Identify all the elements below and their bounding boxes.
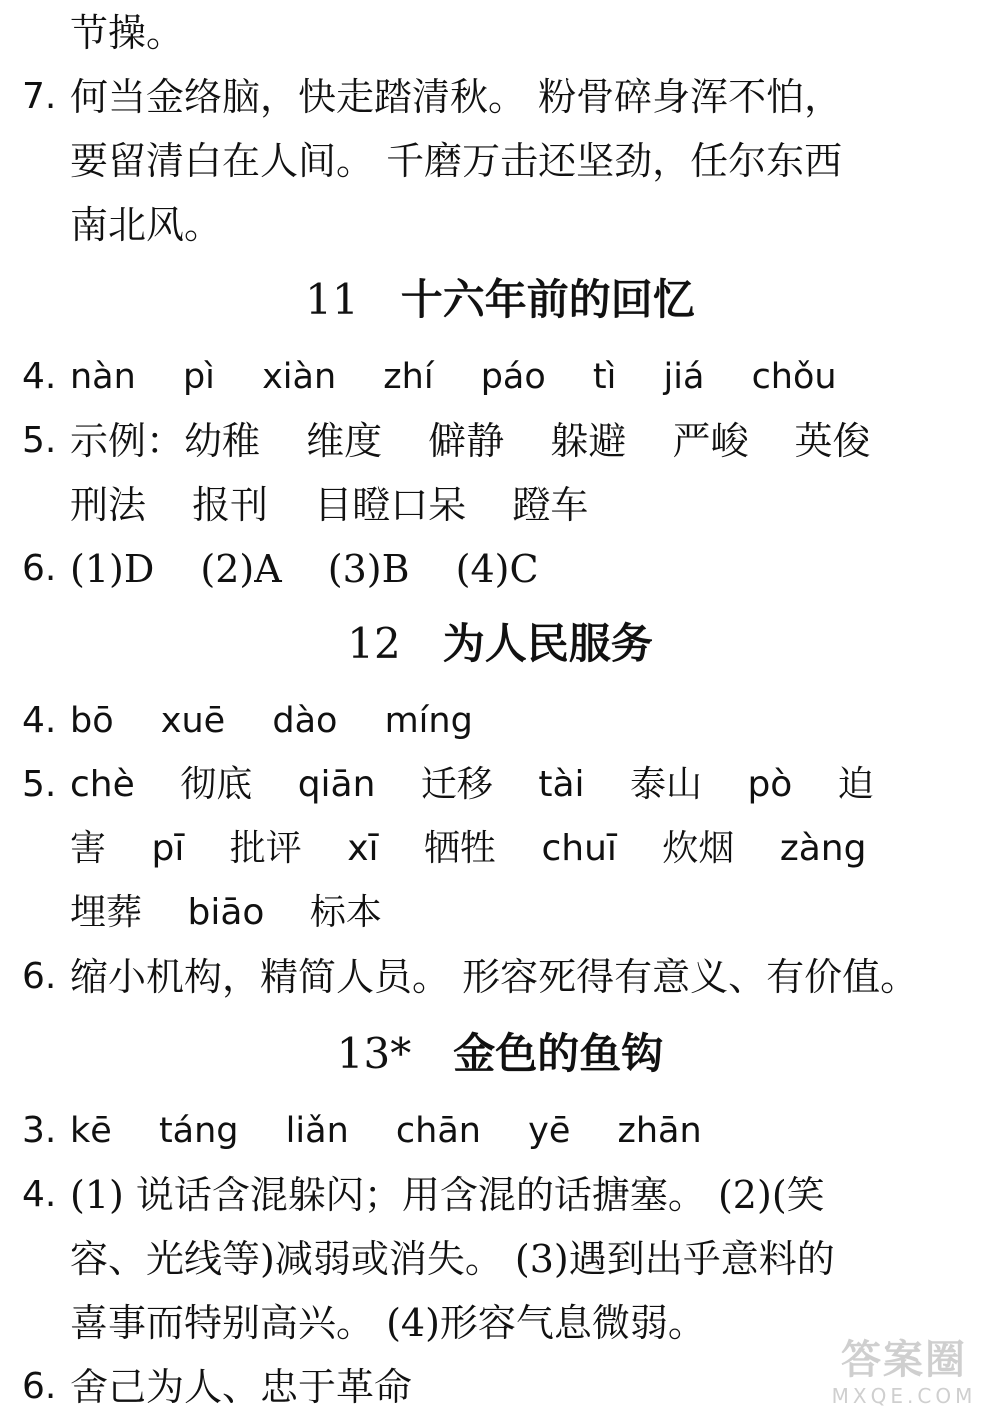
word-item: 目瞪口呆	[314, 483, 467, 527]
word-item: 报刊	[192, 483, 269, 527]
question-number: 6.	[22, 956, 57, 997]
word-list	[70, 888, 1000, 938]
pinyin-item: táng	[158, 1111, 239, 1151]
watermark-url: MXQE.COM	[831, 1384, 977, 1408]
choice-list	[70, 544, 1000, 594]
question-number: 6.	[22, 548, 57, 589]
word-item: 英俊	[794, 419, 871, 463]
word-item: 炊烟	[662, 828, 735, 869]
word-item: chè	[70, 764, 135, 805]
pinyin-item: liǎn	[285, 1111, 349, 1151]
pinyin-item: zhān	[617, 1111, 702, 1151]
word-item: 示例：幼稚	[70, 419, 261, 463]
watermark-title: 答案圈	[841, 1337, 967, 1383]
word-item: 牺牲	[424, 828, 497, 869]
pinyin-list	[70, 696, 1000, 746]
pinyin-item: míng	[384, 701, 473, 741]
answer-text: 舍己为人、忠于革命	[70, 1365, 413, 1409]
pinyin-item: xiàn	[262, 357, 337, 397]
word-item: chuī	[541, 828, 617, 869]
word-item: biāo	[187, 892, 265, 933]
word-item: 躲避	[550, 419, 627, 463]
word-item: 严峻	[672, 419, 749, 463]
word-item: 批评	[229, 828, 302, 869]
question-number: 7.	[22, 76, 57, 117]
answer-text: 容、光线等)减弱或消失。 (3)遇到出乎意料的	[70, 1237, 835, 1281]
pinyin-item: xuē	[160, 701, 226, 741]
word-item: pò	[747, 764, 793, 805]
section-title	[0, 1024, 1000, 1084]
word-item: qiān	[297, 764, 376, 805]
word-item: pī	[151, 828, 185, 869]
pinyin-item: yē	[528, 1111, 571, 1151]
answer-text: 要留清白在人间。 千磨万击还坚劲，任尔东西	[70, 139, 843, 183]
pinyin-item: páo	[480, 357, 546, 397]
question-number: 4.	[22, 1174, 57, 1215]
question-number: 5.	[22, 420, 57, 461]
pinyin-item: bō	[70, 701, 114, 741]
word-item: tài	[538, 764, 585, 805]
word-item: 标本	[309, 892, 382, 933]
word-item: 刑法	[70, 483, 147, 527]
word-item: 害	[70, 828, 107, 869]
pinyin-item: zhí	[383, 357, 434, 397]
word-item: 迫	[837, 764, 874, 805]
question-number: 6.	[22, 1366, 57, 1407]
pinyin-item: chān	[395, 1111, 481, 1151]
word-item: xī	[347, 828, 379, 869]
question-number: 3.	[22, 1110, 57, 1151]
word-item: 迁移	[420, 764, 493, 805]
pinyin-item: pì	[182, 357, 215, 397]
choice-item: (1)D	[70, 547, 155, 591]
word-item: 维度	[306, 419, 383, 463]
word-item: 彻底	[180, 764, 253, 805]
pinyin-list	[70, 352, 1000, 402]
word-item: 泰山	[629, 764, 702, 805]
section-heading: 金色的鱼钩	[453, 1029, 664, 1078]
word-list	[70, 760, 1000, 810]
answer-text: 喜事而特别高兴。 (4)形容气息微弱。	[70, 1301, 706, 1345]
pinyin-item: chǒu	[751, 357, 837, 397]
section-heading: 十六年前的回忆	[400, 275, 695, 324]
word-list	[70, 824, 1000, 874]
pinyin-list	[70, 1106, 1000, 1156]
word-item: 埋葬	[70, 892, 143, 933]
pinyin-item: nàn	[70, 357, 136, 397]
pinyin-item: kē	[70, 1111, 112, 1151]
section-number: 12	[347, 619, 401, 668]
watermark-logo	[814, 1337, 994, 1417]
choice-item: (4)C	[455, 547, 539, 591]
section-number: 11	[305, 275, 359, 324]
pinyin-item: tì	[592, 357, 617, 397]
answer-text: 南北风。	[70, 203, 223, 247]
question-number: 4.	[22, 356, 57, 397]
answer-text: (1) 说话含混躲闪；用含混的话搪塞。 (2)(笑	[70, 1173, 825, 1217]
answer-text: 何当金络脑，快走踏清秋。 粉骨碎身浑不怕，	[70, 75, 843, 119]
choice-item: (2)A	[200, 547, 282, 591]
question-number: 4.	[22, 700, 57, 741]
choice-item: (3)B	[327, 547, 410, 591]
word-list	[70, 416, 1000, 466]
answer-text: 节操。	[70, 11, 185, 55]
pinyin-item: dào	[272, 701, 338, 741]
word-list	[70, 480, 1000, 530]
word-item: 僻静	[428, 419, 505, 463]
word-item: 蹬车	[512, 483, 589, 527]
question-number: 5.	[22, 764, 57, 805]
pinyin-item: jiá	[663, 357, 705, 397]
section-heading: 为人民服务	[442, 619, 653, 668]
answer-text: 缩小机构，精简人员。 形容死得有意义、有价值。	[70, 955, 919, 999]
section-title	[0, 614, 1000, 674]
section-number: 13*	[336, 1029, 412, 1078]
section-title	[0, 270, 1000, 330]
word-item: zàng	[779, 828, 867, 869]
